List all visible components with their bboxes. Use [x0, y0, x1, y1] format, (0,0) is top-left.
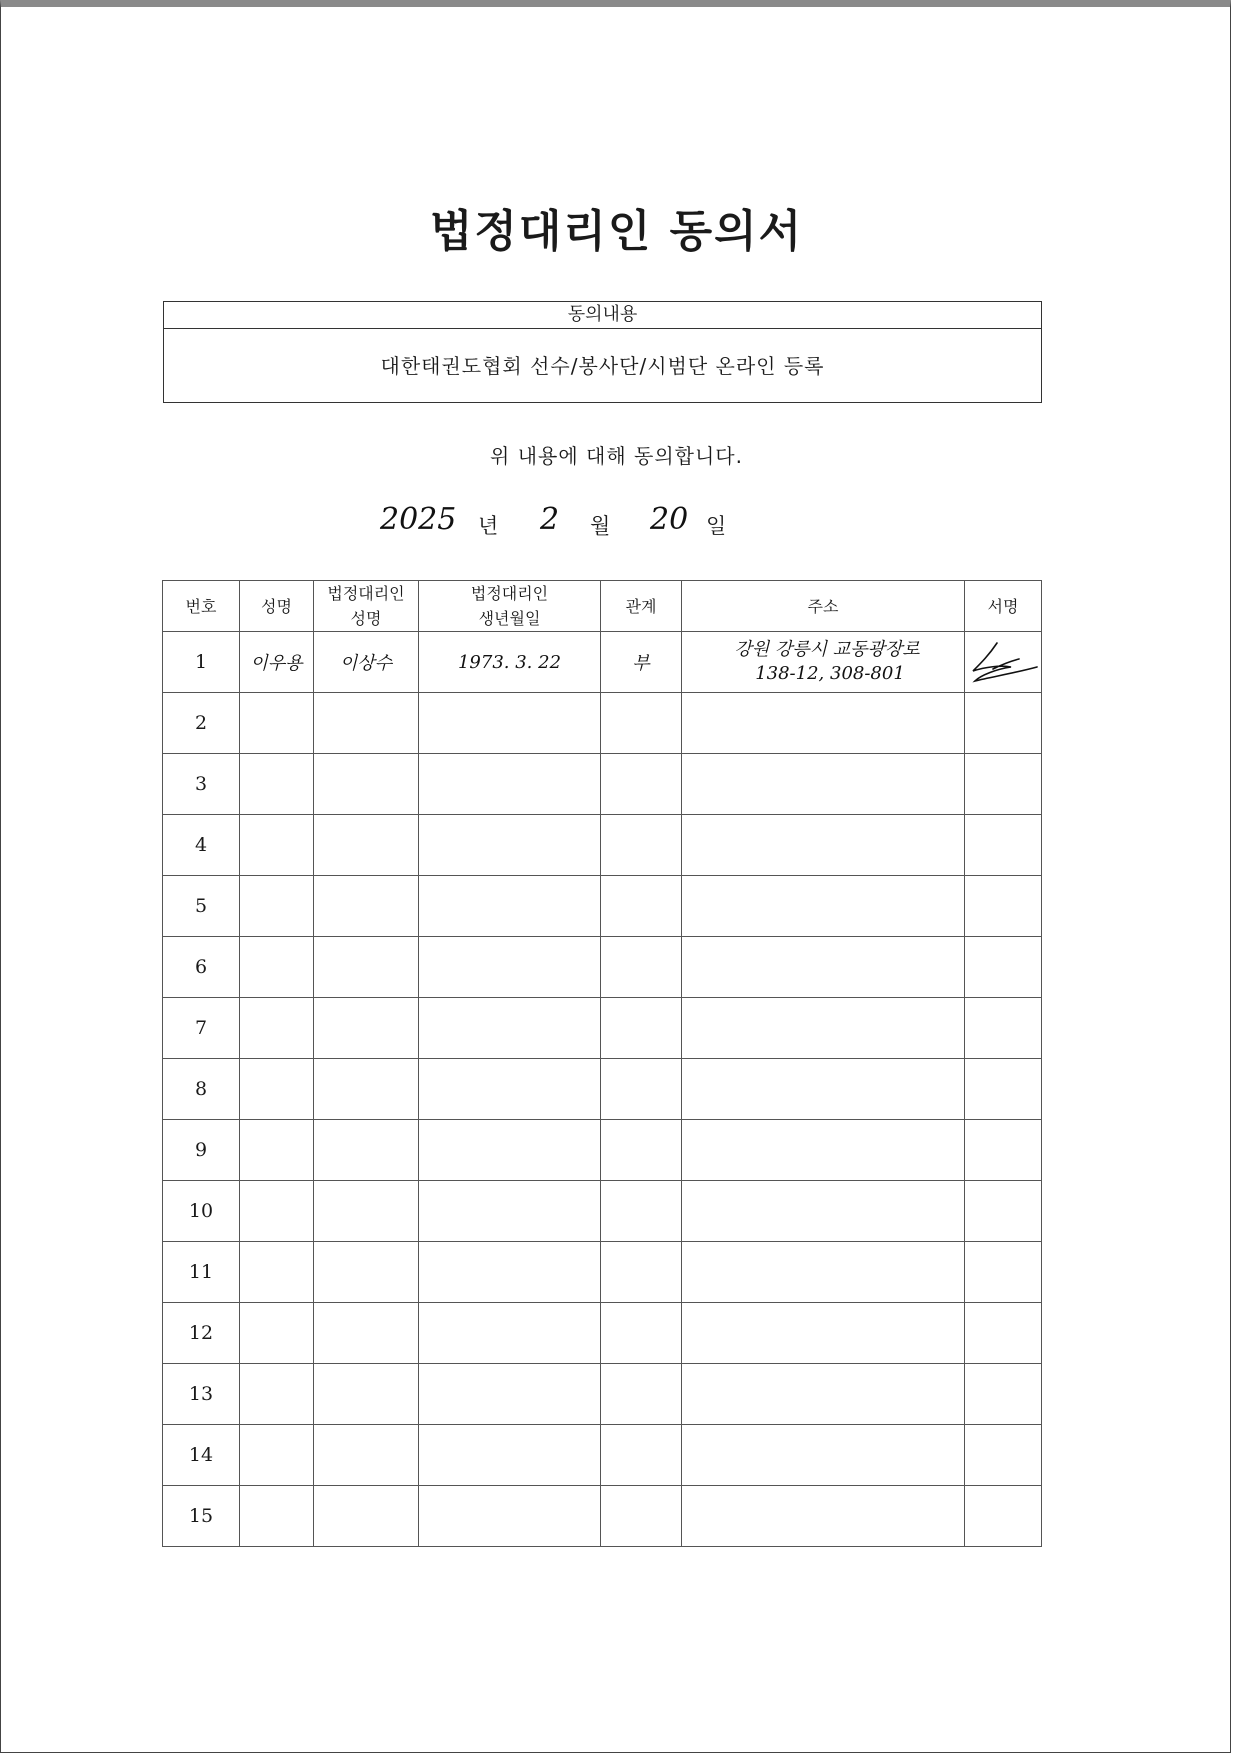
cell-name [240, 754, 314, 815]
cell-guardian-name [314, 693, 419, 754]
address-line2: 138-12, 308-801 [755, 663, 905, 684]
cell-signature [965, 754, 1042, 815]
cell-number: 3 [163, 754, 240, 815]
cell-address [682, 632, 965, 693]
cell-signature [965, 632, 1042, 693]
table-row [163, 1181, 1042, 1242]
cell-guardian-birth [419, 1059, 601, 1120]
cell-relation [601, 1059, 682, 1120]
cell-number: 8 [163, 1059, 240, 1120]
table-row [163, 632, 1042, 693]
cell-signature [965, 876, 1042, 937]
cell-guardian-name [314, 998, 419, 1059]
cell-number: 5 [163, 876, 240, 937]
cell-name [240, 1364, 314, 1425]
cell-address [682, 693, 965, 754]
cell-signature [965, 1303, 1042, 1364]
cell-signature [965, 1486, 1042, 1547]
cell-name [240, 1303, 314, 1364]
cell-name [240, 1486, 314, 1547]
cell-signature [965, 998, 1042, 1059]
cell-relation [601, 754, 682, 815]
cell-relation: 부 [601, 632, 682, 693]
table-row [163, 754, 1042, 815]
cell-address [682, 815, 965, 876]
cell-relation [601, 693, 682, 754]
cell-number: 2 [163, 693, 240, 754]
table-row [163, 1059, 1042, 1120]
cell-guardian-birth [419, 937, 601, 998]
table-row [163, 815, 1042, 876]
cell-number: 4 [163, 815, 240, 876]
cell-address [682, 1486, 965, 1547]
cell-relation [601, 1364, 682, 1425]
cell-number: 13 [163, 1364, 240, 1425]
cell-guardian-birth: 1973. 3. 22 [419, 632, 601, 693]
header-guardian-name-line2: 성명 [350, 609, 382, 628]
header-guardian-name-line1: 법정대리인 [327, 584, 405, 603]
date-line [380, 500, 780, 550]
cell-name [240, 1120, 314, 1181]
cell-address [682, 998, 965, 1059]
cell-guardian-birth [419, 876, 601, 937]
table-row [163, 1425, 1042, 1486]
cell-guardian-birth [419, 1303, 601, 1364]
header-address: 주소 [682, 581, 965, 632]
cell-guardian-birth [419, 1181, 601, 1242]
cell-number: 9 [163, 1120, 240, 1181]
cell-guardian-name [314, 754, 419, 815]
header-guardian-birth-line1: 법정대리인 [470, 584, 549, 603]
cell-guardian-name: 이상수 [314, 632, 419, 693]
cell-relation [601, 1120, 682, 1181]
cell-signature [965, 1059, 1042, 1120]
cell-guardian-birth [419, 1425, 601, 1486]
cell-guardian-birth [419, 754, 601, 815]
cell-relation [601, 1425, 682, 1486]
cell-guardian-name [314, 937, 419, 998]
date-month: 2 [540, 502, 560, 537]
cell-address [682, 1181, 965, 1242]
cell-guardian-name [314, 1181, 419, 1242]
table-row [163, 1364, 1042, 1425]
cell-signature [965, 815, 1042, 876]
cell-guardian-birth [419, 1120, 601, 1181]
cell-address [682, 1425, 965, 1486]
cell-relation [601, 1303, 682, 1364]
cell-relation [601, 815, 682, 876]
cell-guardian-name [314, 1364, 419, 1425]
cell-signature [965, 1425, 1042, 1486]
cell-guardian-birth [419, 1364, 601, 1425]
address-line1: 강원 강릉시 교동광장로 [734, 639, 920, 660]
header-guardian-name [314, 581, 419, 632]
cell-guardian-name [314, 1303, 419, 1364]
cell-name [240, 998, 314, 1059]
cell-name [240, 1425, 314, 1486]
cell-address [682, 937, 965, 998]
date-day-unit: 일 [706, 514, 727, 538]
cell-signature [965, 1242, 1042, 1303]
cell-guardian-birth [419, 815, 601, 876]
table-row [163, 1303, 1042, 1364]
cell-signature [965, 1181, 1042, 1242]
table-header-row [163, 581, 1042, 632]
cell-name [240, 1059, 314, 1120]
cell-number: 12 [163, 1303, 240, 1364]
cell-signature [965, 693, 1042, 754]
header-signature: 서명 [965, 581, 1042, 632]
cell-relation [601, 998, 682, 1059]
cell-address [682, 1303, 965, 1364]
cell-name [240, 876, 314, 937]
table-row [163, 1486, 1042, 1547]
cell-relation [601, 1181, 682, 1242]
table-row [163, 693, 1042, 754]
header-relation: 관계 [601, 581, 682, 632]
header-number: 번호 [163, 581, 240, 632]
cell-address [682, 1364, 965, 1425]
header-guardian-birth [419, 581, 601, 632]
consent-heading: 동의내용 [164, 302, 1041, 329]
date-month-unit: 월 [590, 514, 611, 538]
cell-signature [965, 1120, 1042, 1181]
cell-relation [601, 1242, 682, 1303]
cell-number: 14 [163, 1425, 240, 1486]
cell-address [682, 754, 965, 815]
cell-guardian-name [314, 815, 419, 876]
consent-content: 대한태권도협회 선수/봉사단/시범단 온라인 등록 [380, 354, 825, 378]
cell-relation [601, 876, 682, 937]
cell-name [240, 1181, 314, 1242]
guardian-table [162, 580, 1042, 1547]
table-row [163, 1120, 1042, 1181]
cell-guardian-birth [419, 1242, 601, 1303]
date-day: 20 [650, 502, 689, 537]
table-row [163, 876, 1042, 937]
date-year: 2025 [380, 502, 457, 537]
cell-number: 10 [163, 1181, 240, 1242]
cell-number: 6 [163, 937, 240, 998]
cell-address [682, 876, 965, 937]
cell-signature [965, 1364, 1042, 1425]
cell-guardian-name [314, 1059, 419, 1120]
cell-relation [601, 937, 682, 998]
cell-guardian-name [314, 1486, 419, 1547]
consent-box [163, 301, 1042, 403]
cell-name [240, 693, 314, 754]
agreement-statement: 위 내용에 대해 동의합니다. [490, 444, 743, 468]
header-guardian-birth-line2: 생년월일 [478, 609, 541, 628]
cell-guardian-name [314, 1242, 419, 1303]
cell-name: 이우용 [240, 632, 314, 693]
cell-guardian-birth [419, 693, 601, 754]
cell-guardian-name [314, 1120, 419, 1181]
cell-guardian-birth [419, 1486, 601, 1547]
table-row [163, 1242, 1042, 1303]
cell-guardian-name [314, 876, 419, 937]
header-name: 성명 [240, 581, 314, 632]
cell-name [240, 1242, 314, 1303]
cell-guardian-name [314, 1425, 419, 1486]
table-row [163, 998, 1042, 1059]
document-title: 법정대리인 동의서 [429, 206, 804, 257]
cell-guardian-birth [419, 998, 601, 1059]
cell-number: 7 [163, 998, 240, 1059]
table-row [163, 937, 1042, 998]
cell-address [682, 1242, 965, 1303]
cell-relation [601, 1486, 682, 1547]
cell-address [682, 1120, 965, 1181]
handwritten-signature [967, 637, 1039, 687]
cell-number: 11 [163, 1242, 240, 1303]
cell-name [240, 815, 314, 876]
cell-number: 15 [163, 1486, 240, 1547]
cell-number: 1 [163, 632, 240, 693]
date-year-unit: 년 [478, 514, 499, 538]
cell-address [682, 1059, 965, 1120]
cell-name [240, 937, 314, 998]
cell-signature [965, 937, 1042, 998]
